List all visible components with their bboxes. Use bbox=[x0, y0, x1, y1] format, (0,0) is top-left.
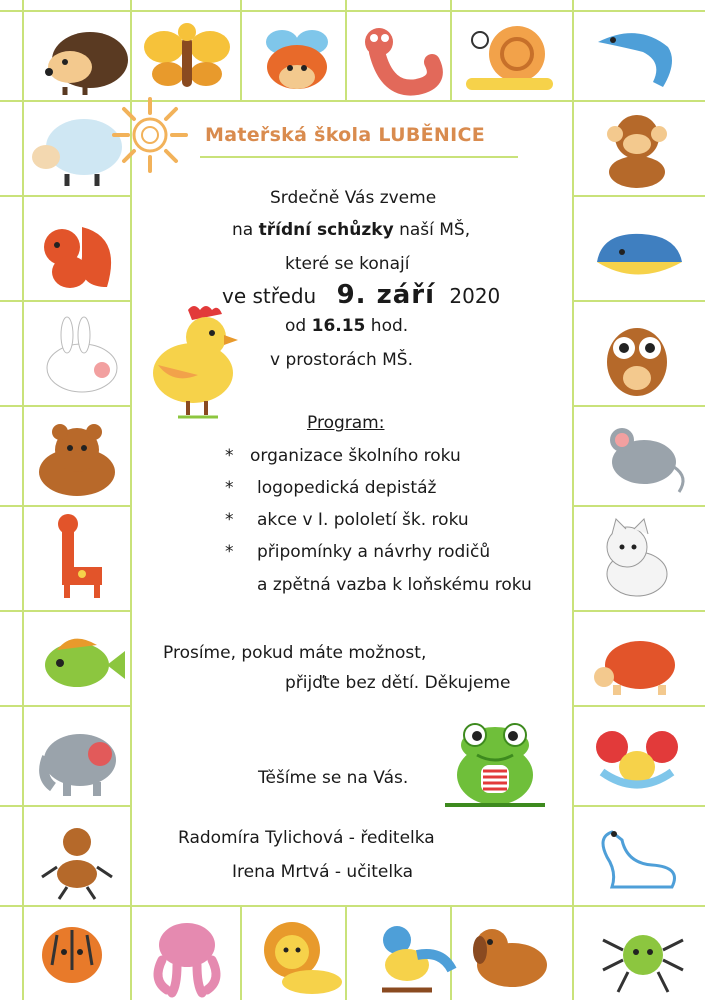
mouse-icon bbox=[582, 412, 692, 502]
grid-line bbox=[0, 905, 705, 907]
dolphin-icon bbox=[588, 12, 698, 102]
grid-line bbox=[0, 610, 130, 612]
spider-icon bbox=[588, 910, 698, 1000]
invitation-line-1: Srdečně Vás zveme bbox=[270, 188, 437, 208]
grid-line bbox=[572, 805, 705, 807]
grid-line bbox=[0, 195, 130, 197]
program-item-3: akce v I. pololetí šk. roku bbox=[257, 510, 469, 530]
invitation-line-4 bbox=[222, 280, 500, 310]
signature-teacher: Irena Mrtvá - učitelka bbox=[232, 862, 414, 882]
title-underline bbox=[200, 156, 518, 158]
fish-icon bbox=[22, 615, 132, 705]
squirrel-icon bbox=[22, 207, 132, 297]
bee-icon bbox=[242, 12, 352, 102]
octopus-icon bbox=[132, 910, 242, 1000]
owl-icon bbox=[582, 310, 692, 400]
grid-line bbox=[572, 705, 705, 707]
snail-icon bbox=[452, 12, 562, 102]
meeting-time: 16.15 bbox=[311, 316, 366, 336]
invitation-line-3: které se konají bbox=[285, 254, 410, 274]
program-item-4-continuation: a zpětná vazba k loňskému roku bbox=[257, 575, 532, 595]
closing-greeting: Těšíme se na Vás. bbox=[258, 768, 409, 788]
time-prefix: od bbox=[285, 316, 307, 336]
request-line-2: přijďte bez dětí. Děkujeme bbox=[285, 673, 511, 693]
grid-line bbox=[572, 300, 705, 302]
program-item-2: logopedická depistáž bbox=[257, 478, 437, 498]
grid-line bbox=[572, 610, 705, 612]
bear-icon bbox=[22, 412, 132, 502]
line2-prefix: na bbox=[232, 220, 254, 240]
ladybug-icon bbox=[582, 712, 692, 802]
line2-suffix: naší MŠ, bbox=[399, 220, 471, 240]
school-name: Mateřská škola LUBĚNICE bbox=[205, 124, 485, 146]
grid-line bbox=[572, 405, 705, 407]
ant-icon bbox=[22, 812, 132, 902]
bird-icon bbox=[347, 910, 457, 1000]
giraffe-icon bbox=[22, 512, 132, 602]
rabbit-icon bbox=[22, 310, 132, 400]
worm-icon bbox=[347, 12, 457, 102]
dog-icon bbox=[452, 910, 562, 1000]
lion-icon bbox=[242, 910, 352, 1000]
grid-line bbox=[0, 405, 130, 407]
grid-line bbox=[572, 0, 574, 1000]
elephant-icon bbox=[22, 712, 132, 802]
tiger-icon bbox=[22, 910, 132, 1000]
chick-icon bbox=[148, 305, 248, 420]
invitation-line-6: v prostorách MŠ. bbox=[270, 350, 413, 370]
frog-icon bbox=[435, 715, 555, 810]
grid-line bbox=[0, 805, 130, 807]
meeting-type: třídní schůzky bbox=[258, 220, 394, 240]
signature-director: Radomíra Tylichová - ředitelka bbox=[178, 828, 435, 848]
invitation-line-2 bbox=[232, 220, 470, 240]
program-bullet-1: * bbox=[225, 446, 234, 466]
grid-line bbox=[0, 505, 130, 507]
program-item-4: připomínky a návrhy rodičů bbox=[257, 542, 491, 562]
butterfly-icon bbox=[132, 12, 242, 102]
meeting-year: 2020 bbox=[449, 284, 501, 308]
grid-line bbox=[572, 195, 705, 197]
meeting-date: 9. září bbox=[336, 280, 436, 310]
program-bullet-4: * bbox=[225, 542, 234, 562]
day-label: ve středu bbox=[222, 284, 317, 308]
invitation-line-5 bbox=[285, 316, 408, 336]
program-item-1: organizace školního roku bbox=[250, 446, 461, 466]
swan-icon bbox=[582, 812, 692, 902]
sun-icon bbox=[110, 95, 190, 175]
grid-line bbox=[0, 300, 130, 302]
time-suffix: hod. bbox=[370, 316, 409, 336]
program-bullet-2: * bbox=[225, 478, 234, 498]
whale-icon bbox=[582, 207, 692, 297]
program-bullet-3: * bbox=[225, 510, 234, 530]
grid-line bbox=[572, 505, 705, 507]
monkey-icon bbox=[582, 102, 692, 192]
request-line-1: Prosíme, pokud máte možnost, bbox=[163, 643, 427, 663]
hedgehog-icon bbox=[25, 12, 135, 102]
grid-line bbox=[0, 705, 130, 707]
turtle-icon bbox=[582, 615, 692, 705]
program-heading: Program: bbox=[307, 413, 385, 433]
cat-icon bbox=[582, 512, 692, 602]
